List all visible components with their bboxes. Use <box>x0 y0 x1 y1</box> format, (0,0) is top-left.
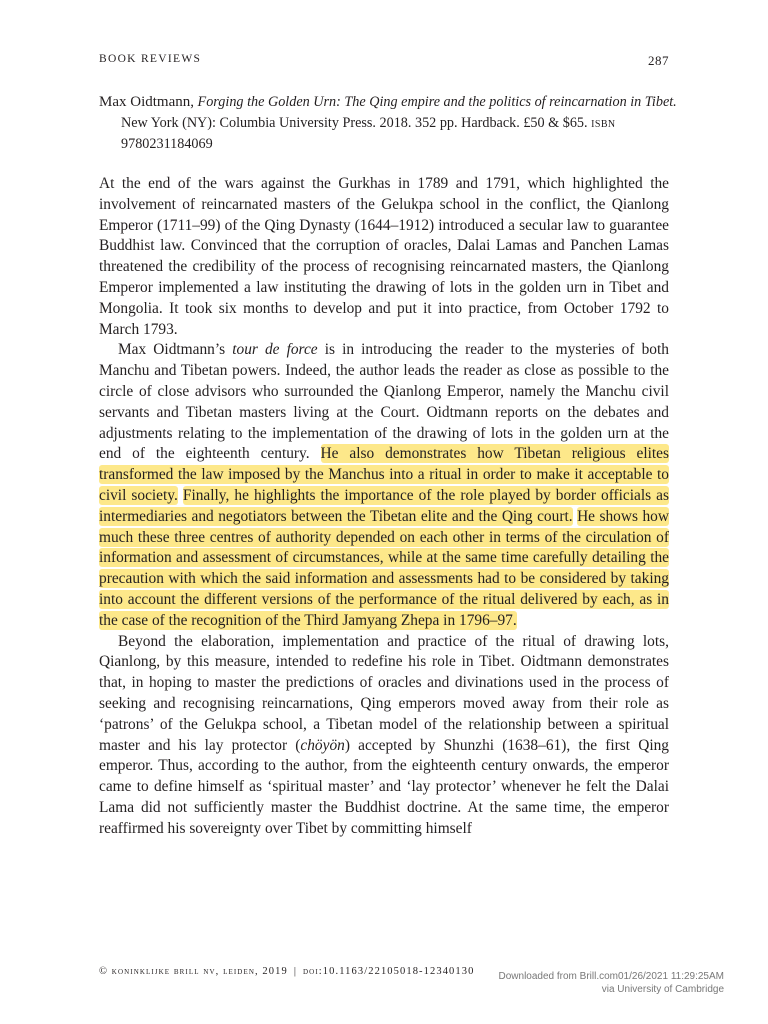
downloaded-line: Downloaded from Brill.com01/26/2021 11:29:25AM <box>498 971 724 982</box>
p2-italic: tour de force <box>232 341 318 359</box>
isbn-number: 9780231184069 <box>121 136 213 152</box>
highlight-2: Finally, he highlights the importance of the role played by border officials as intermediaries and negotiators between the Tibetan elite and the Qing court. <box>99 486 669 525</box>
download-stamp <box>499 970 725 996</box>
page-number: 287 <box>648 53 669 68</box>
highlight-1: He also demonstrates how Tibetan religious elites transformed the law imposed by the Manchus into a ritual in order to make it acceptable to civil society. <box>99 445 669 504</box>
copyright: © koninklijke brill nv, leiden, 2019 <box>99 966 288 977</box>
p2-text: is in introducing the reader to the mysteries of both Manchu and Tibetan powers. Indeed, the author leads the reader as close as possible to the circle of close advisors who surrounded the Qianlong Emperor, namely the Manchu civil servants and Tibetan masters living at the Court. Oidtmann reports on the debates and adjustments relating to the implementation of the drawing of lots in the golden urn at the end of the eighteenth century. <box>99 341 669 463</box>
doi: doi:10.1163/22105018-12340130 <box>303 966 475 977</box>
paragraph-1: At the end of the wars against the Gurkhas in 1789 and 1791, which highlighted the involvement of reincarnated masters of the Gelukpa school in the conflict, the Qianlong Emperor (1711–99) of the Qing Dynasty (1644–1912) introduced a secular law to guarantee Buddhist law. Convinced that the corruption of oracles, Dalai Lamas and Panchen Lamas threatened the credibility of the process of recognising reincarnated masters, the Qianlong Emperor implemented a law instituting the drawing of lots in the golden urn in Tibet and Mongolia. It took six months to develop and put it into practice, from October 1792 to March 1793. <box>99 175 669 338</box>
highlight-3: He shows how much these three centres of authority depended on each other in terms of the circulation of information and assessment of circumstances, while at the same time carefully detailing the precaution with which the said information and assessments had to be considered by taking into account the different versions of the performance of the ritual delivered by each, as in the case of the recognition of the Third Jamyang Zhepa in 1796–97. <box>99 507 669 629</box>
citation-title: Forging the Golden Urn: The Qing empire and the politics of reincarnation in Tibet. <box>197 94 677 110</box>
paragraph-2 <box>99 340 669 631</box>
page-header <box>99 53 669 71</box>
p3-end: ) accepted by Shunzhi (1638–61), the first Qing emperor. Thus, according to the author, from the eighteenth century onwards, the emperor came to define himself as ‘spiritual master’ and ‘lay protector’ whenever he felt the Dalai Lama did not sufficiently master the Buddhist doctrine. At the same time, the emperor reaffirmed his sovereignty over Tibet by committing himself <box>99 736 669 837</box>
footer-separator: | <box>293 966 298 977</box>
paragraph-3 <box>99 632 669 840</box>
p3-start: Beyond the elaboration, implementation and practice of the ritual of drawing lots, Qianlong, by this measure, intended to redefine his role in Tibet. Oidtmann demonstrates that, in hoping to master the predictions of oracles and divinations used in the process of seeking and recognising reincarnations, Qing emperors moved away from their role as ‘patrons’ of the Gelukpa school, a Tibetan model of the relationship between a spiritual master and his lay protector ( <box>99 632 669 754</box>
via-line: via University of Cambridge <box>601 984 724 995</box>
isbn-label: isbn <box>591 115 616 131</box>
p2-start: Max Oidtmann’s <box>118 341 226 359</box>
book-citation <box>99 92 691 155</box>
review-body <box>99 174 669 840</box>
citation-publication: New York (NY): Columbia University Press. 2018. 352 pp. Hardback. £50 & $65. <box>121 115 588 131</box>
running-title: BOOK REVIEWS <box>99 53 202 65</box>
citation-author: Max Oidtmann, <box>99 94 194 110</box>
p3-italic: chöyön <box>300 736 345 754</box>
